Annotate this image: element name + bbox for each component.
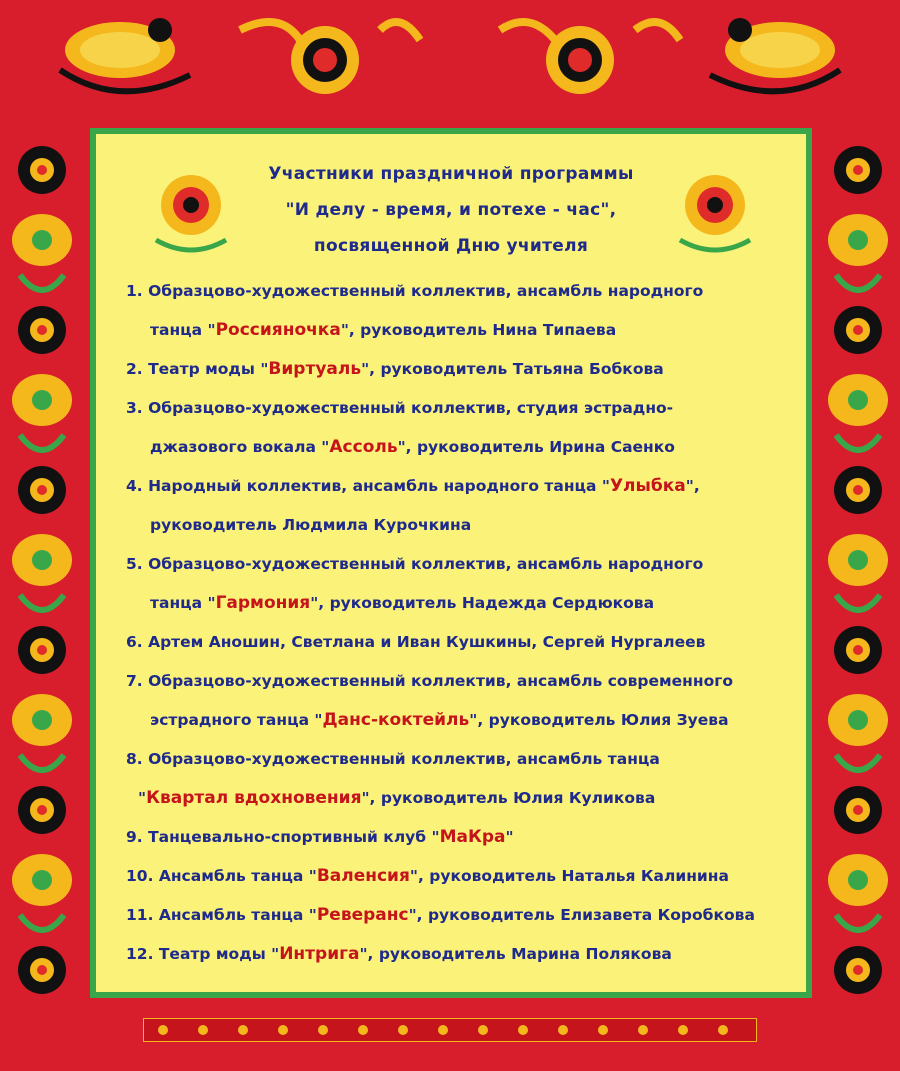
right-folk-ornament bbox=[815, 130, 900, 1000]
title-line-1: Участники праздничной программы bbox=[268, 164, 634, 184]
group-name: Данс-коктейль bbox=[322, 710, 470, 730]
list-item: 9. Танцевально-спортивный клуб "МаКра" bbox=[126, 827, 514, 847]
khokhloma-flower-icon bbox=[828, 466, 888, 610]
group-name: Улыбка bbox=[609, 476, 686, 496]
title-line-2: "И делу - время, и потехе - час", bbox=[285, 200, 617, 220]
list-item-continuation: "Квартал вдохновения", руководитель Юлия Куликова bbox=[138, 788, 656, 808]
group-name: Ассоль bbox=[329, 437, 398, 457]
program-title bbox=[96, 156, 806, 264]
group-name: Реверанс bbox=[316, 905, 409, 925]
list-item: 1. Образцово-художественный коллектив, ансамбль народного bbox=[126, 282, 704, 300]
list-item-continuation: руководитель Людмила Курочкина bbox=[150, 516, 472, 534]
left-folk-ornament bbox=[0, 130, 85, 1000]
khokhloma-flower-icon bbox=[240, 22, 420, 94]
list-item: 3. Образцово-художественный коллектив, студия эстрадно- bbox=[126, 399, 674, 417]
participants-list bbox=[126, 272, 806, 974]
khokhloma-flower-icon bbox=[828, 786, 888, 930]
list-item: 4. Народный коллектив, ансамбль народного танца "Улыбка", bbox=[126, 476, 700, 496]
bottom-ornament-band bbox=[143, 1018, 757, 1042]
khokhloma-bird-icon bbox=[60, 18, 190, 91]
khokhloma-flower-icon bbox=[834, 946, 882, 994]
khokhloma-flower-icon bbox=[12, 786, 72, 930]
group-name: МаКра bbox=[439, 827, 506, 847]
list-item: 6. Артем Аношин, Светлана и Иван Кушкины, Сергей Нургалеев bbox=[126, 633, 706, 651]
khokhloma-flower-icon bbox=[12, 626, 72, 770]
list-item-continuation: танца "Россияночка", руководитель Нина Типаева bbox=[150, 320, 617, 340]
group-name: Интрига bbox=[279, 944, 360, 964]
list-item: 11. Ансамбль танца "Реверанс", руководитель Елизавета Коробкова bbox=[126, 905, 755, 925]
title-line-3: посвященной Дню учителя bbox=[313, 236, 589, 256]
khokhloma-flower-icon bbox=[828, 146, 888, 290]
khokhloma-flower-icon bbox=[12, 306, 72, 450]
khokhloma-flower-icon bbox=[12, 146, 72, 290]
khokhloma-flower-icon bbox=[500, 22, 680, 94]
group-name: Квартал вдохновения bbox=[146, 788, 362, 808]
khokhloma-flower-icon bbox=[18, 946, 66, 994]
group-name: Виртуаль bbox=[268, 359, 362, 379]
list-item: 10. Ансамбль танца "Валенсия", руководитель Наталья Калинина bbox=[126, 866, 729, 886]
list-item: 5. Образцово-художественный коллектив, ансамбль народного bbox=[126, 555, 704, 573]
khokhloma-bird-icon bbox=[710, 18, 840, 91]
list-item: 2. Театр моды "Виртуаль", руководитель Татьяна Бобкова bbox=[126, 359, 664, 379]
group-name: Россияночка bbox=[215, 320, 341, 340]
folk-ornament-border bbox=[158, 1025, 728, 1035]
khokhloma-flower-icon bbox=[828, 626, 888, 770]
list-item: 7. Образцово-художественный коллектив, ансамбль современного bbox=[126, 672, 733, 690]
list-item-continuation: джазового вокала "Ассоль", руководитель Ирина Саенко bbox=[150, 437, 675, 457]
list-item-continuation: эстрадного танца "Данс-коктейль", руководитель Юлия Зуева bbox=[150, 710, 729, 730]
khokhloma-flower-icon bbox=[828, 306, 888, 450]
group-name: Гармония bbox=[215, 593, 311, 613]
list-item: 8. Образцово-художественный коллектив, ансамбль танца bbox=[126, 750, 660, 768]
group-name: Валенсия bbox=[316, 866, 410, 886]
program-panel bbox=[90, 128, 812, 998]
list-item: 12. Театр моды "Интрига", руководитель Марина Полякова bbox=[126, 944, 672, 964]
khokhloma-flower-icon bbox=[12, 466, 72, 610]
top-folk-ornament bbox=[40, 0, 860, 120]
list-item-continuation: танца "Гармония", руководитель Надежда Сердюкова bbox=[150, 593, 655, 613]
